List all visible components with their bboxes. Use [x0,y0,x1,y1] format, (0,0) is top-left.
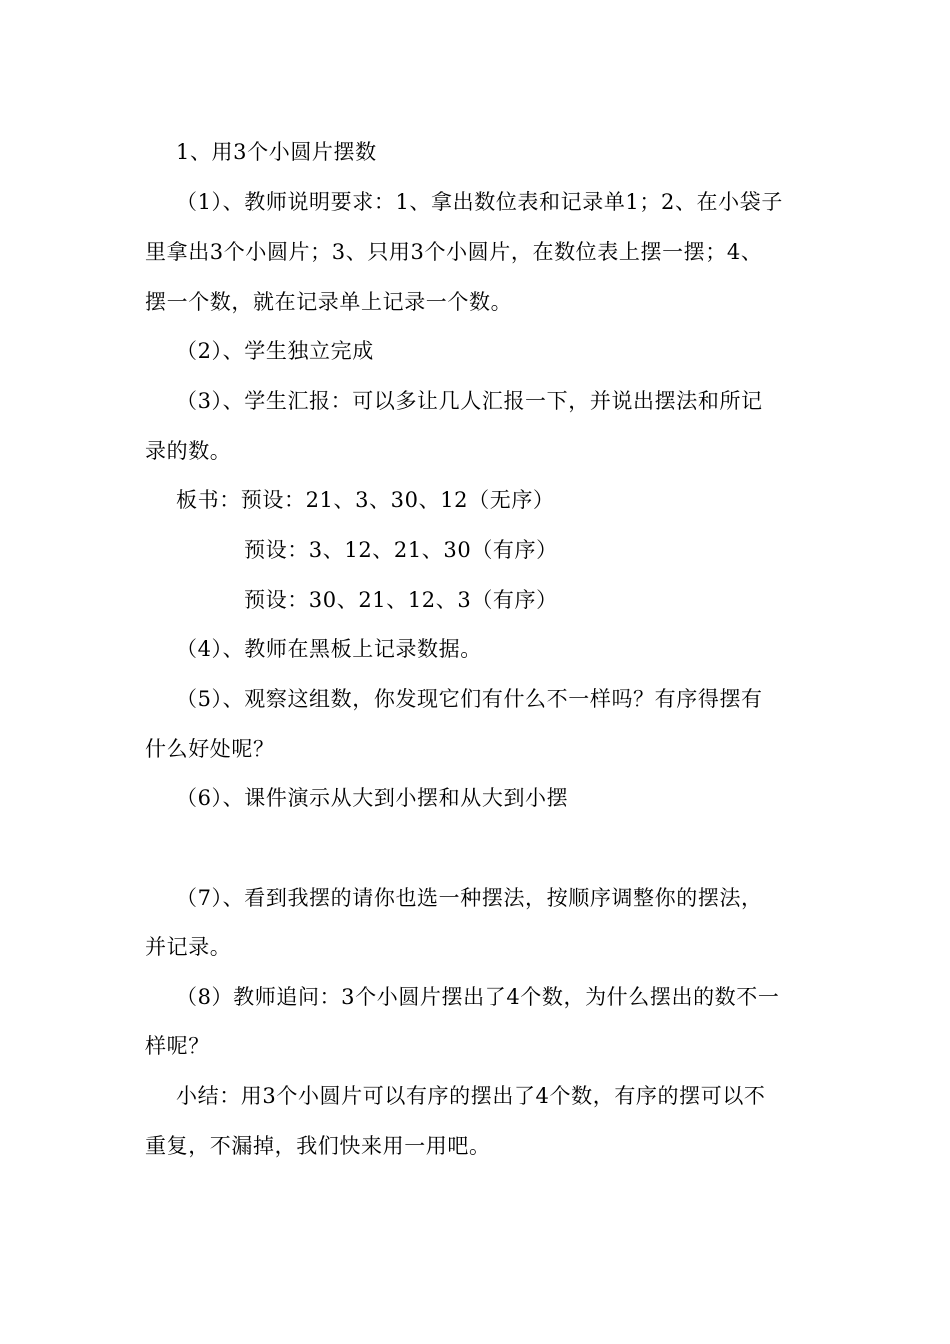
paragraph-line: （5）、观察这组数，你发现它们有什么不一样吗？有序得摆有 [176,687,763,711]
summary-line: 小结：用3个小圆片可以有序的摆出了4个数，有序的摆可以不 [176,1084,766,1108]
paragraph-line: 样呢？ [145,1034,210,1058]
paragraph-line: 摆一个数，就在记录单上记录一个数。 [145,290,513,314]
paragraph-line: （6）、课件演示从大到小摆和从大到小摆 [176,786,569,810]
paragraph-line: （4）、教师在黑板上记录数据。 [176,637,482,661]
paragraph-line: 什么好处呢？ [145,737,275,761]
summary-line: 重复，不漏掉，我们快来用一用吧。 [145,1134,491,1158]
board-line: 预设：30、21、12、3（有序） [244,588,558,612]
paragraph-line: （7）、看到我摆的请你也选一种摆法，按顺序调整你的摆法， [176,886,763,910]
section-heading: 1、用3个小圆片摆数 [176,140,377,164]
paragraph-line: （1）、教师说明要求：1、拿出数位表和记录单1；2、在小袋子 [176,190,783,214]
board-line: 预设：3、12、21、30（有序） [244,538,558,562]
paragraph-line: （2）、学生独立完成 [176,339,374,363]
board-line: 板书：预设：21、3、30、12（无序） [176,488,555,512]
paragraph-line: 里拿出3个小圆片；3、只用3个小圆片，在数位表上摆一摆；4、 [145,240,763,264]
paragraph-line: 录的数。 [145,439,232,463]
paragraph-line: （3）、学生汇报：可以多让几人汇报一下，并说出摆法和所记 [176,389,763,413]
paragraph-line: （8）教师追问：3个小圆片摆出了4个数，为什么摆出的数不一 [176,985,780,1009]
paragraph-line: 并记录。 [145,935,232,959]
